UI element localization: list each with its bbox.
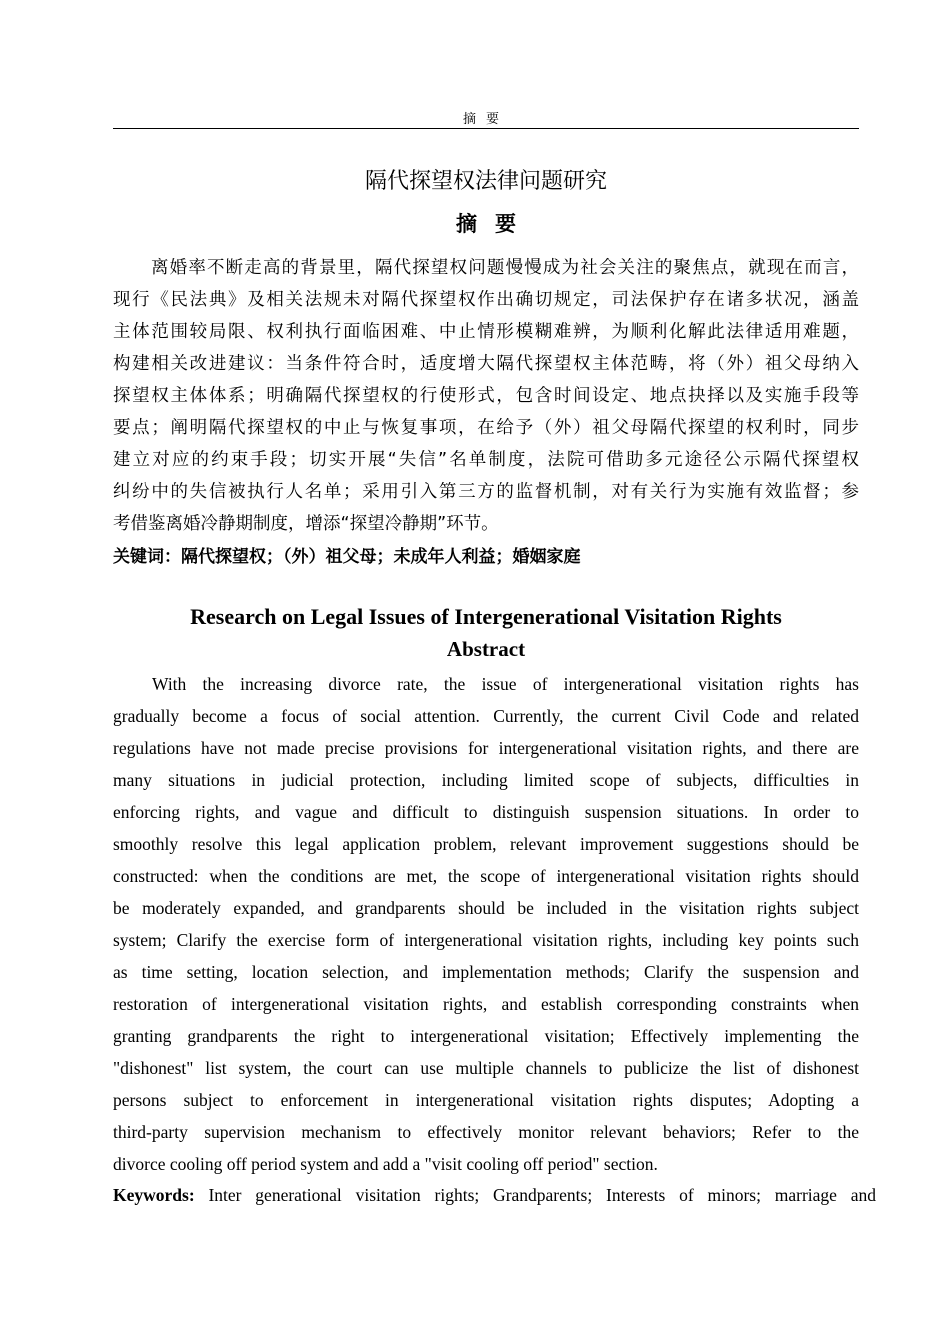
abstract-line: 离婚率不断走高的背景里，隔代探望权问题慢慢成为社会关注的聚焦点，就现在而言， xyxy=(151,258,859,278)
english-abstract-heading: Abstract xyxy=(446,637,526,661)
chinese-keywords: 关键词：隔代探望权；（外）祖父母；未成年人利益；婚姻家庭 xyxy=(113,547,581,567)
keywords-text: Inter generational visitation rights; Grandparents; Interests of minors; marriage and xyxy=(194,1185,876,1205)
running-header: 摘要 xyxy=(462,111,509,126)
abstract-line: be moderately expanded, and grandparents should be included in the visitation rights subject xyxy=(113,898,859,918)
abstract-line: 探望权主体体系；明确隔代探望权的行使形式，包含时间设定、地点抉择以及实施手段等 xyxy=(113,386,859,406)
abstract-line: as time setting, location selection, and implementation methods; Clarify the suspension and xyxy=(113,962,859,982)
abstract-line: system; Clarify the exercise form of intergenerational visitation rights, including key points such xyxy=(113,930,859,950)
abstract-line: restoration of intergenerational visitation rights, and establish corresponding constraints when xyxy=(113,994,859,1014)
abstract-line: third-party supervision mechanism to effectively monitor relevant behaviors; Refer to the xyxy=(113,1122,859,1142)
abstract-line: granting grandparents the right to intergenerational visitation; Effectively implementing the xyxy=(113,1026,859,1046)
english-keywords xyxy=(113,1179,876,1211)
abstract-line: divorce cooling off period system and add a "visit cooling off period" section. xyxy=(113,1154,658,1174)
abstract-line: smoothly resolve this legal application problem, relevant improvement suggestions should be xyxy=(113,834,859,854)
chinese-abstract-heading: 摘要 xyxy=(456,212,534,236)
abstract-line: enforcing rights, and vague and difficult to distinguish suspension situations. In order to xyxy=(113,802,859,822)
abstract-line: 要点；阐明隔代探望权的中止与恢复事项，在给予（外）祖父母隔代探望的权利时，同步 xyxy=(113,418,859,438)
abstract-line: many situations in judicial protection, including limited scope of subjects, difficulties in xyxy=(113,770,859,790)
abstract-line: 纠纷中的失信被执行人名单；采用引入第三方的监督机制，对有关行为实施有效监督；参 xyxy=(113,482,859,502)
chinese-abstract xyxy=(113,252,859,540)
english-title: Research on Legal Issues of Intergenerational Visitation Rights xyxy=(190,604,782,629)
header-rule xyxy=(113,128,859,129)
abstract-line: 主体范围较局限、权利执行面临困难、中止情形模糊难辨，为顺利化解此法律适用难题， xyxy=(113,322,859,342)
chinese-title: 隔代探望权法律问题研究 xyxy=(364,169,607,194)
abstract-line: 建立对应的约束手段；切实开展“失信”名单制度，法院可借助多元途径公示隔代探望权 xyxy=(113,450,859,470)
english-abstract xyxy=(113,668,859,1180)
abstract-line: 现行《民法典》及相关法规未对隔代探望权作出确切规定，司法保护存在诸多状况，涵盖 xyxy=(113,290,859,310)
abstract-line: constructed: when the conditions are met, the scope of intergenerational visitation rights should xyxy=(113,866,859,886)
abstract-line: gradually become a focus of social attention. Currently, the current Civil Code and related xyxy=(113,706,859,726)
keywords-label: Keywords: xyxy=(113,1185,195,1205)
abstract-line: With the increasing divorce rate, the issue of intergenerational visitation rights has xyxy=(152,674,859,694)
abstract-line: persons subject to enforcement in intergenerational visitation rights disputes; Adopting a xyxy=(113,1090,859,1110)
abstract-line: "dishonest" list system, the court can use multiple channels to publicize the list of dishonest xyxy=(113,1058,859,1078)
abstract-line: 构建相关改进建议：当条件符合时，适度增大隔代探望权主体范畴，将（外）祖父母纳入 xyxy=(113,354,859,374)
abstract-line: 考借鉴离婚冷静期制度，增添“探望冷静期”环节。 xyxy=(113,514,499,534)
abstract-line: regulations have not made precise provisions for intergenerational visitation rights, and there are xyxy=(113,738,859,758)
